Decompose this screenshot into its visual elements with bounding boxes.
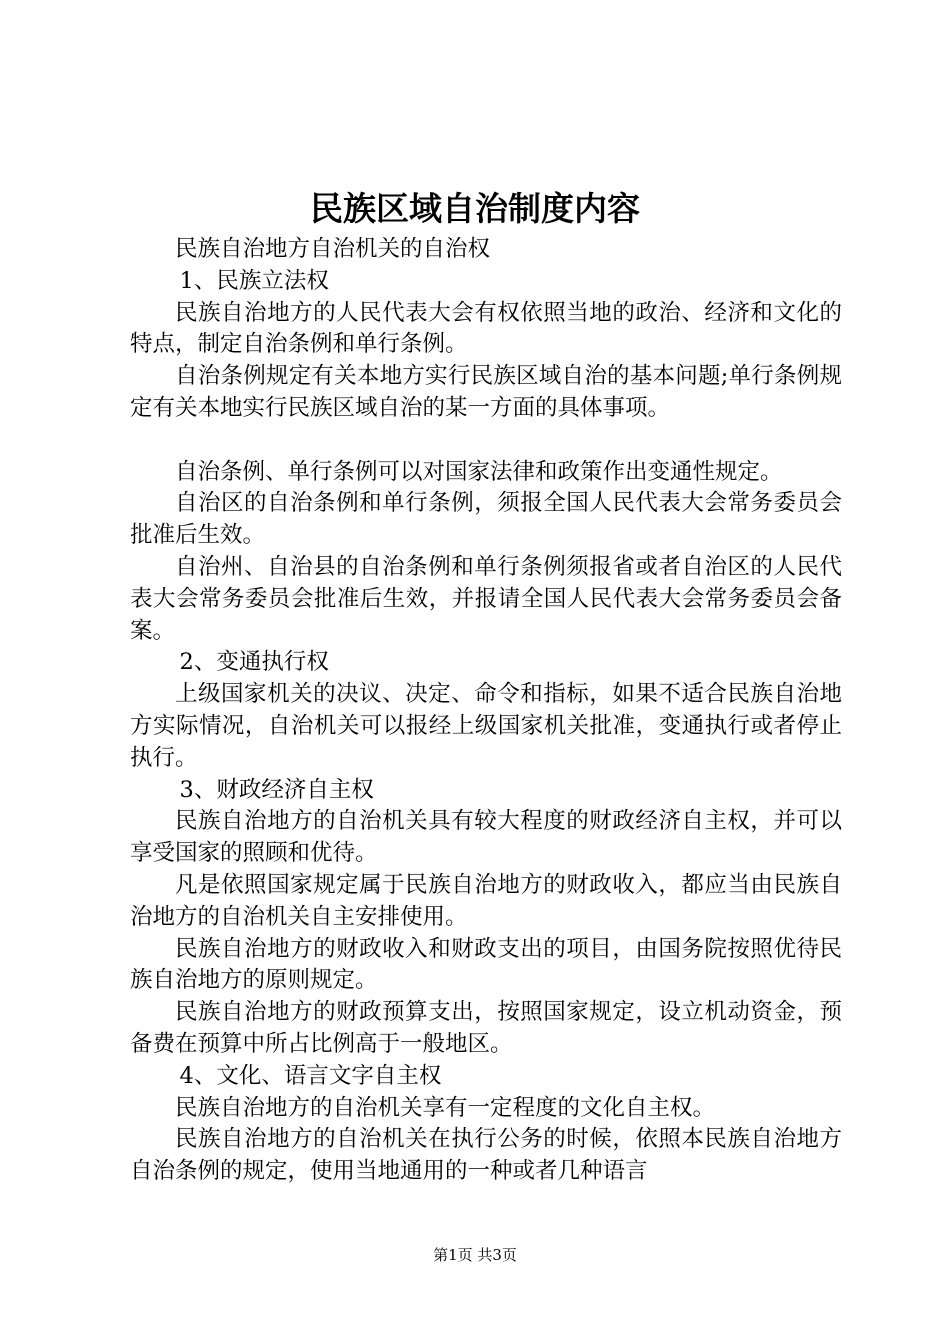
paragraph: 民族自治地方的自治机关具有较大程度的财政经济自主权，并可以享受国家的照顾和优待。 bbox=[130, 808, 842, 867]
paragraph: 自治区的自治条例和单行条例，须报全国人民代表大会常务委员会批准后生效。 bbox=[130, 490, 842, 549]
paragraph: 上级国家机关的决议、决定、命令和指标，如果不适合民族自治地方实际情况，自治机关可以报经上级国家机关批准，变通执行或者停止执行。 bbox=[130, 681, 842, 771]
page-footer: 第1页 共3页 bbox=[433, 1246, 517, 1264]
blank-line bbox=[130, 425, 842, 457]
document-title: 民族区域自治制度内容 bbox=[310, 189, 640, 228]
paragraph: 凡是依照国家规定属于民族自治地方的财政收入，都应当由民族自治地方的自治机关自主安排使用。 bbox=[130, 871, 842, 930]
heading-cultural-language-autonomy: 4、文化、语言文字自主权 bbox=[179, 1062, 442, 1089]
paragraph: 自治条例规定有关本地方实行民族区域自治的基本问题;单行条例规定有关本地实行民族区域自治的某一方面的具体事项。 bbox=[130, 363, 842, 421]
paragraph: 民族自治地方的人民代表大会有权依照当地的政治、经济和文化的特点，制定自治条例和单行条例。 bbox=[130, 299, 842, 358]
heading-fiscal-autonomy: 3、财政经济自主权 bbox=[179, 776, 374, 803]
paragraph: 民族自治地方的自治机关在执行公务的时候，依照本民族自治地方自治条例的规定，使用当地通用的一种或者几种语言 bbox=[130, 1126, 842, 1185]
paragraph: 自治州、自治县的自治条例和单行条例须报省或者自治区的人民代表大会常务委员会批准后生效，并报请全国人民代表大会常务委员会备案。 bbox=[130, 553, 842, 644]
paragraph: 民族自治地方的自治机关享有一定程度的文化自主权。 bbox=[175, 1094, 716, 1121]
paragraph: 民族自治地方的财政预算支出，按照国家规定，设立机动资金，预备费在预算中所占比例高于一般地区。 bbox=[130, 999, 842, 1057]
heading-legislative-power: 1、民族立法权 bbox=[179, 267, 329, 294]
paragraph: 民族自治地方的财政收入和财政支出的项目，由国务院按照优待民族自治地方的原则规定。 bbox=[130, 935, 842, 994]
paragraph: 自治条例、单行条例可以对国家法律和政策作出变通性规定。 bbox=[175, 458, 783, 485]
paragraph-intro: 民族自治地方自治机关的自治权 bbox=[175, 236, 491, 262]
heading-flexible-execution: 2、变通执行权 bbox=[179, 649, 329, 676]
document-body bbox=[130, 234, 842, 1188]
